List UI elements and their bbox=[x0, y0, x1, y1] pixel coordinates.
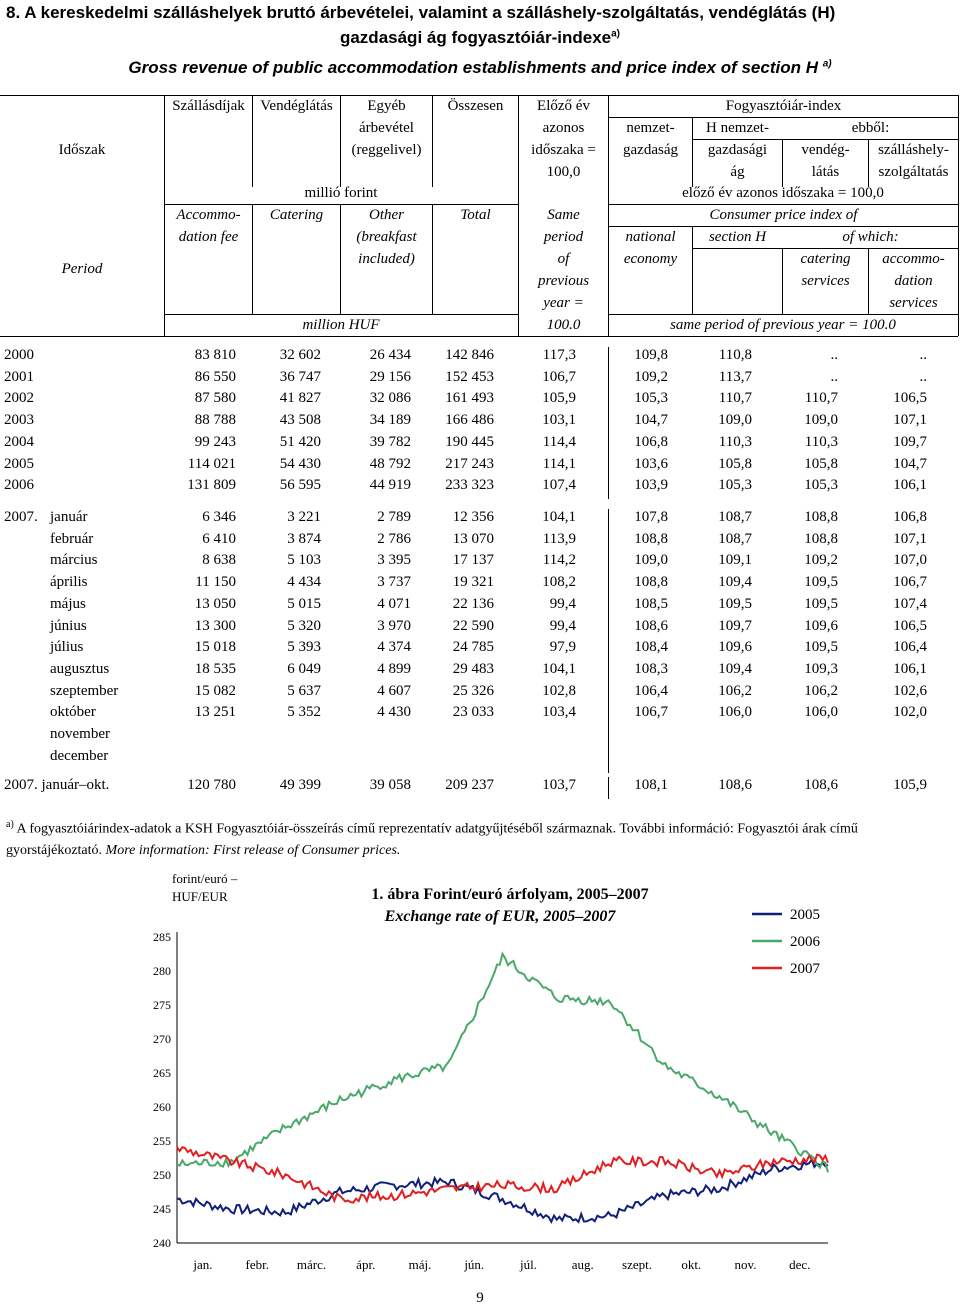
col-prev-year-en: Same period of previous year = 100.0 bbox=[537, 207, 590, 333]
table-cell: 114,4 bbox=[542, 433, 576, 450]
table-cell: 107,4 bbox=[893, 595, 927, 612]
summary-divider bbox=[608, 777, 609, 799]
y-tick-label: 255 bbox=[153, 1134, 171, 1148]
table-cell: 105,8 bbox=[804, 455, 838, 472]
x-tick-label: okt. bbox=[681, 1257, 702, 1272]
table-cell: 104,1 bbox=[542, 660, 576, 677]
cpi-header-en: Consumer price index of bbox=[709, 207, 858, 223]
table-cell: 13 070 bbox=[452, 530, 494, 547]
table-cell: 105,8 bbox=[718, 455, 752, 472]
table-cell: 15 082 bbox=[194, 682, 236, 699]
table-cell: 106,7 bbox=[893, 574, 927, 591]
table-cell: 109,3 bbox=[804, 660, 838, 677]
table-cell: 4 899 bbox=[377, 660, 411, 677]
y-tick-label: 265 bbox=[153, 1066, 171, 1080]
table-cell: 13 251 bbox=[194, 704, 236, 721]
table-cell: 48 792 bbox=[369, 455, 411, 472]
table-cell: 108,8 bbox=[804, 530, 838, 547]
table-cell: 103,9 bbox=[634, 477, 668, 494]
table-cell: 233 323 bbox=[445, 477, 494, 494]
table-cell: 110,3 bbox=[718, 433, 752, 450]
col-catering-cpi-en: catering services bbox=[800, 251, 851, 289]
table-cell: 32 602 bbox=[279, 347, 321, 363]
row-label-month: március bbox=[50, 552, 98, 569]
table-cell: 34 189 bbox=[369, 412, 411, 429]
table-cell: 41 827 bbox=[279, 390, 321, 407]
col-accommodation-cpi-hu: szálláshely- szolgáltatás bbox=[878, 142, 949, 180]
page-number: 9 bbox=[476, 1290, 484, 1306]
table-cell: 8 638 bbox=[202, 552, 236, 569]
table-cell: 103,7 bbox=[542, 777, 576, 793]
table-cell: 25 326 bbox=[452, 682, 494, 699]
table-cell: 29 483 bbox=[452, 660, 494, 677]
legend-label-2005: 2005 bbox=[790, 907, 820, 923]
table-cell: 4 430 bbox=[377, 704, 411, 721]
table-cell: 113,7 bbox=[718, 368, 752, 385]
table-cell: 190 445 bbox=[445, 433, 494, 450]
row-label-year: 2004 bbox=[4, 433, 34, 450]
period-header-en: Period bbox=[61, 261, 103, 277]
table-cell: 109,0 bbox=[718, 412, 752, 429]
table-cell: .. bbox=[830, 368, 838, 385]
y-tick-label: 260 bbox=[153, 1100, 171, 1114]
unit-en: million HUF bbox=[302, 317, 380, 333]
table-cell: 13 050 bbox=[194, 595, 236, 612]
col-accommodation-hu: Szállásdíjak bbox=[172, 98, 245, 114]
x-tick-label: aug. bbox=[571, 1257, 594, 1272]
table-cell: 23 033 bbox=[452, 704, 494, 721]
table-cell: 105,3 bbox=[634, 390, 668, 407]
table-cell: 106,1 bbox=[893, 477, 927, 494]
table-cell: 99,4 bbox=[549, 595, 576, 612]
y-axis-label: forint/euró – bbox=[172, 871, 238, 886]
table-cell: 108,8 bbox=[804, 509, 838, 525]
table-cell: 103,6 bbox=[634, 455, 668, 472]
table-cell: 4 607 bbox=[377, 682, 411, 699]
x-tick-label: jan. bbox=[193, 1257, 213, 1272]
table-cell: 105,3 bbox=[718, 477, 752, 494]
header-bottom-rule bbox=[0, 336, 958, 337]
table-cell: 106,8 bbox=[634, 433, 668, 450]
table-cell: 4 374 bbox=[377, 639, 411, 656]
unit2-en: same period of previous year = 100.0 bbox=[670, 317, 896, 333]
table-cell: 54 430 bbox=[279, 455, 321, 472]
table-cell: 5 352 bbox=[287, 704, 321, 721]
table-cell: .. bbox=[919, 368, 927, 385]
x-tick-label: ápr. bbox=[356, 1257, 376, 1272]
table-cell: 108,6 bbox=[634, 617, 668, 634]
table-cell: 3 395 bbox=[377, 552, 411, 569]
x-tick-label: júl. bbox=[520, 1257, 537, 1272]
table-cell: 152 453 bbox=[445, 368, 494, 385]
table-cell: 3 737 bbox=[377, 574, 411, 591]
x-tick-label: szept. bbox=[622, 1257, 652, 1272]
y-tick-label: 270 bbox=[153, 1032, 171, 1046]
series-line-2006 bbox=[177, 954, 828, 1173]
table-cell: 2 786 bbox=[377, 530, 411, 547]
table-cell: 109,2 bbox=[634, 368, 668, 385]
table-cell: 99 243 bbox=[194, 433, 236, 450]
row-label-year: 2003 bbox=[4, 412, 34, 429]
row-label-year: 2006 bbox=[4, 477, 34, 494]
row-label-month: október bbox=[50, 704, 96, 721]
x-tick-label: márc. bbox=[296, 1257, 327, 1272]
table-cell: 113,9 bbox=[542, 530, 576, 547]
table-cell: 109,0 bbox=[634, 552, 668, 569]
y-axis-unit: HUF/EUR bbox=[172, 889, 228, 904]
table-cell: 2 789 bbox=[377, 509, 411, 525]
table-cell: 109,1 bbox=[718, 552, 752, 569]
table-cell: 6 049 bbox=[287, 660, 321, 677]
table-cell: 106,1 bbox=[893, 660, 927, 677]
row-label-month: november bbox=[50, 726, 110, 742]
unit-hu: millió forint bbox=[304, 185, 378, 201]
table-cell: 108,1 bbox=[634, 777, 668, 793]
exchange-rate-chart bbox=[0, 865, 960, 1290]
table-cell: 106,2 bbox=[718, 682, 752, 699]
row-label-month: február bbox=[50, 530, 94, 547]
table-cell: 6 410 bbox=[202, 530, 236, 547]
col-catering-en: Catering bbox=[269, 207, 324, 223]
cpi-header-hu: Fogyasztóiár-index bbox=[725, 98, 842, 114]
table-cell: 104,7 bbox=[634, 412, 668, 429]
table-cell: 88 788 bbox=[194, 412, 236, 429]
table-cell: 109,7 bbox=[893, 433, 927, 450]
table-cell: 109,2 bbox=[804, 552, 838, 569]
table-cell: 105,3 bbox=[804, 477, 838, 494]
table-cell: 12 356 bbox=[452, 509, 494, 525]
table-cell: 32 086 bbox=[369, 390, 411, 407]
table-cell: 17 137 bbox=[452, 552, 494, 569]
table-cell: 106,4 bbox=[634, 682, 668, 699]
table-cell: 102,8 bbox=[542, 682, 576, 699]
table-cell: 5 393 bbox=[287, 639, 321, 656]
table-cell: 114,1 bbox=[542, 455, 576, 472]
table-cell: 29 156 bbox=[369, 368, 411, 385]
row-label-month: január bbox=[50, 509, 88, 525]
table-title-hu-line2: gazdasági ág fogyasztóiár-indexe$^{a)}$ bbox=[339, 28, 621, 47]
col-catering-cpi-hu: vendég- látás bbox=[801, 142, 850, 180]
table-cell: 4 071 bbox=[377, 595, 411, 612]
table-cell: 49 399 bbox=[279, 777, 321, 793]
table-cell: 108,5 bbox=[634, 595, 668, 612]
table-cell: 106,2 bbox=[804, 682, 838, 699]
row-label-year: 2005 bbox=[4, 455, 34, 472]
table-cell: 15 018 bbox=[194, 639, 236, 656]
table-cell: 110,3 bbox=[804, 433, 838, 450]
col-prev-year-hu: Előző év azonos időszaka = 100,0 bbox=[531, 98, 596, 180]
table-cell: .. bbox=[919, 347, 927, 363]
table-cell: 106,5 bbox=[893, 390, 927, 407]
table-cell: 209 237 bbox=[445, 777, 494, 793]
table-cell: 108,8 bbox=[634, 530, 668, 547]
table-cell: 43 508 bbox=[279, 412, 321, 429]
legend-label-2007: 2007 bbox=[790, 961, 820, 977]
row-label-month: szeptember bbox=[50, 682, 119, 699]
table-cell: 3 874 bbox=[287, 530, 321, 547]
table-cell: 217 243 bbox=[445, 455, 494, 472]
series-line-2005 bbox=[177, 1160, 828, 1222]
table-cell: 109,5 bbox=[804, 639, 838, 656]
table-cell: 39 058 bbox=[369, 777, 411, 793]
table-title-hu-line1: 8. A kereskedelmi szálláshelyek bruttó árbevételei, valamint a szálláshely-szolgáltatás, vendéglátás (H) bbox=[6, 3, 836, 22]
col-section-h-hu: H nemzet- gazdasági ág bbox=[706, 120, 769, 180]
table-cell: 110,7 bbox=[718, 390, 752, 407]
table-cell: 106,7 bbox=[634, 704, 668, 721]
table-cell: 24 785 bbox=[452, 639, 494, 656]
table-cell: 87 580 bbox=[194, 390, 236, 407]
table-cell: 5 637 bbox=[287, 682, 321, 699]
row-label-month: június bbox=[50, 617, 87, 634]
y-tick-label: 240 bbox=[153, 1236, 171, 1250]
table-cell: 110,8 bbox=[718, 347, 752, 363]
table-cell: 109,5 bbox=[804, 595, 838, 612]
y-tick-label: 275 bbox=[153, 998, 171, 1012]
table-cell: 106,4 bbox=[893, 639, 927, 656]
table-cell: 106,5 bbox=[893, 617, 927, 634]
table-cell: 166 486 bbox=[445, 412, 494, 429]
y-tick-label: 245 bbox=[153, 1202, 171, 1216]
table-cell: 51 420 bbox=[279, 433, 321, 450]
period-header-hu: Időszak bbox=[58, 142, 106, 158]
table-cell: 26 434 bbox=[369, 347, 411, 363]
series-line-2007 bbox=[177, 1147, 828, 1203]
table-cell: 109,6 bbox=[718, 639, 752, 656]
row-label-month: július bbox=[50, 639, 84, 656]
col-section-h-en: section H bbox=[708, 229, 767, 245]
table-cell: 56 595 bbox=[279, 477, 321, 494]
col-catering-hu: Vendéglátás bbox=[260, 98, 333, 114]
table-cell: 5 320 bbox=[287, 617, 321, 634]
row-label-summary: 2007. január–okt. bbox=[4, 777, 110, 793]
y-tick-label: 250 bbox=[153, 1168, 171, 1182]
table-cell: 107,4 bbox=[542, 477, 576, 494]
table-cell: 107,8 bbox=[634, 509, 668, 525]
table-cell: 161 493 bbox=[445, 390, 494, 407]
table-cell: 108,3 bbox=[634, 660, 668, 677]
table-cell: 83 810 bbox=[194, 347, 236, 363]
of-which-hu: ebből: bbox=[851, 120, 890, 136]
col-accommodation-cpi-en: accommo- dation services bbox=[882, 251, 945, 311]
col-accommodation-en: Accommo- dation fee bbox=[176, 207, 241, 245]
table-cell: 109,0 bbox=[804, 412, 838, 429]
chart-subtitle: Exchange rate of EUR, 2005–2007 bbox=[384, 908, 616, 925]
col-national-en: national economy bbox=[623, 229, 678, 267]
x-tick-label: jún. bbox=[464, 1257, 485, 1272]
table-cell: 106,8 bbox=[893, 509, 927, 525]
monthly-divider bbox=[608, 509, 609, 773]
table-cell: .. bbox=[830, 347, 838, 363]
table-cell: 108,6 bbox=[804, 777, 838, 793]
row-label-year: 2002 bbox=[4, 390, 34, 407]
table-cell: 39 782 bbox=[369, 433, 411, 450]
table-cell: 108,6 bbox=[718, 777, 752, 793]
table-cell: 103,4 bbox=[542, 704, 576, 721]
table-cell: 142 846 bbox=[445, 347, 494, 363]
table-cell: 131 809 bbox=[187, 477, 236, 494]
table-cell: 109,4 bbox=[718, 660, 752, 677]
table-cell: 22 136 bbox=[452, 595, 494, 612]
table-cell: 109,8 bbox=[634, 347, 668, 363]
table-cell: 105,9 bbox=[542, 390, 576, 407]
table-cell: 97,9 bbox=[549, 639, 576, 656]
row-label-year: 2001 bbox=[4, 368, 34, 385]
y-tick-label: 280 bbox=[153, 964, 171, 978]
col-national-hu: nemzet- gazdaság bbox=[623, 120, 678, 158]
table-cell: 6 346 bbox=[202, 509, 236, 525]
row-label-month: május bbox=[50, 595, 86, 612]
row-label-month: április bbox=[50, 574, 88, 591]
table-cell: 120 780 bbox=[187, 777, 236, 793]
unit2-hu: előző év azonos időszaka = 100,0 bbox=[682, 185, 884, 201]
table-cell: 108,8 bbox=[634, 574, 668, 591]
table-cell: 107,0 bbox=[893, 552, 927, 569]
row-label-year-2007: 2007. bbox=[4, 509, 38, 525]
x-tick-label: nov. bbox=[734, 1257, 757, 1272]
footnote: $^{a)}$ A fogyasztóiárindex-adatok a KSH Fogyasztóiár-összeírás című reprezentatív adatgyűjtéséből származnak. További információ: Fogyasztói árak című gyorstájékoztató. More information: First release of Consumer prices. bbox=[6, 819, 858, 858]
y-tick-label: 285 bbox=[153, 930, 171, 944]
table-cell: 105,9 bbox=[893, 777, 927, 793]
table-cell: 107,1 bbox=[893, 530, 927, 547]
table-cell: 108,7 bbox=[718, 509, 752, 525]
table-cell: 4 434 bbox=[287, 574, 321, 591]
of-which-en: of which: bbox=[842, 229, 899, 245]
annual-divider bbox=[608, 347, 609, 499]
table-cell: 108,4 bbox=[634, 639, 668, 656]
table-cell: 13 300 bbox=[194, 617, 236, 634]
table-cell: 103,1 bbox=[542, 412, 576, 429]
table-cell: 108,7 bbox=[718, 530, 752, 547]
table-cell: 106,0 bbox=[804, 704, 838, 721]
table-cell: 19 321 bbox=[452, 574, 494, 591]
table-cell: 11 150 bbox=[195, 574, 236, 591]
table-cell: 104,7 bbox=[893, 455, 927, 472]
table-cell: 109,6 bbox=[804, 617, 838, 634]
table-cell: 109,5 bbox=[804, 574, 838, 591]
chart-title: 1. ábra Forint/euró árfolyam, 2005–2007 bbox=[371, 886, 649, 903]
table-title-en: Gross revenue of public accommodation establishments and price index of section H $^{a)}$ bbox=[128, 58, 832, 77]
col-other-en: Other (breakfast included) bbox=[356, 207, 417, 267]
legend-label-2006: 2006 bbox=[790, 934, 820, 950]
table-cell: 3 970 bbox=[377, 617, 411, 634]
table-cell: 22 590 bbox=[452, 617, 494, 634]
table-cell: 102,0 bbox=[893, 704, 927, 721]
col-total-hu: Összesen bbox=[447, 98, 504, 114]
table-cell: 106,0 bbox=[718, 704, 752, 721]
row-label-year: 2000 bbox=[4, 347, 34, 363]
x-tick-label: dec. bbox=[789, 1257, 811, 1272]
table-cell: 108,2 bbox=[542, 574, 576, 591]
table-cell: 114,2 bbox=[542, 552, 576, 569]
table-cell: 109,4 bbox=[718, 574, 752, 591]
table-cell: 99,4 bbox=[549, 617, 576, 634]
table-cell: 18 535 bbox=[194, 660, 236, 677]
row-label-month: december bbox=[50, 747, 109, 764]
table-cell: 5 103 bbox=[287, 552, 321, 569]
table-cell: 107,1 bbox=[893, 412, 927, 429]
table-cell: 109,5 bbox=[718, 595, 752, 612]
table-cell: 109,7 bbox=[718, 617, 752, 634]
table-cell: 36 747 bbox=[279, 368, 321, 385]
x-tick-label: febr. bbox=[245, 1257, 269, 1272]
table-cell: 5 015 bbox=[287, 595, 321, 612]
row-label-month: augusztus bbox=[50, 660, 110, 677]
table-cell: 106,7 bbox=[542, 368, 576, 385]
table-cell: 102,6 bbox=[893, 682, 927, 699]
table-cell: 3 221 bbox=[287, 509, 321, 525]
table-cell: 117,3 bbox=[542, 347, 576, 363]
x-tick-label: máj. bbox=[408, 1257, 432, 1272]
table-cell: 86 550 bbox=[194, 368, 236, 385]
table-cell: 110,7 bbox=[804, 390, 838, 407]
table-cell: 114 021 bbox=[187, 455, 236, 472]
table-cell: 104,1 bbox=[542, 509, 576, 525]
col-total-en: Total bbox=[460, 207, 491, 223]
table-cell: 44 919 bbox=[369, 477, 411, 494]
col-other-hu: Egyéb árbevétel (reggelivel) bbox=[351, 98, 422, 158]
